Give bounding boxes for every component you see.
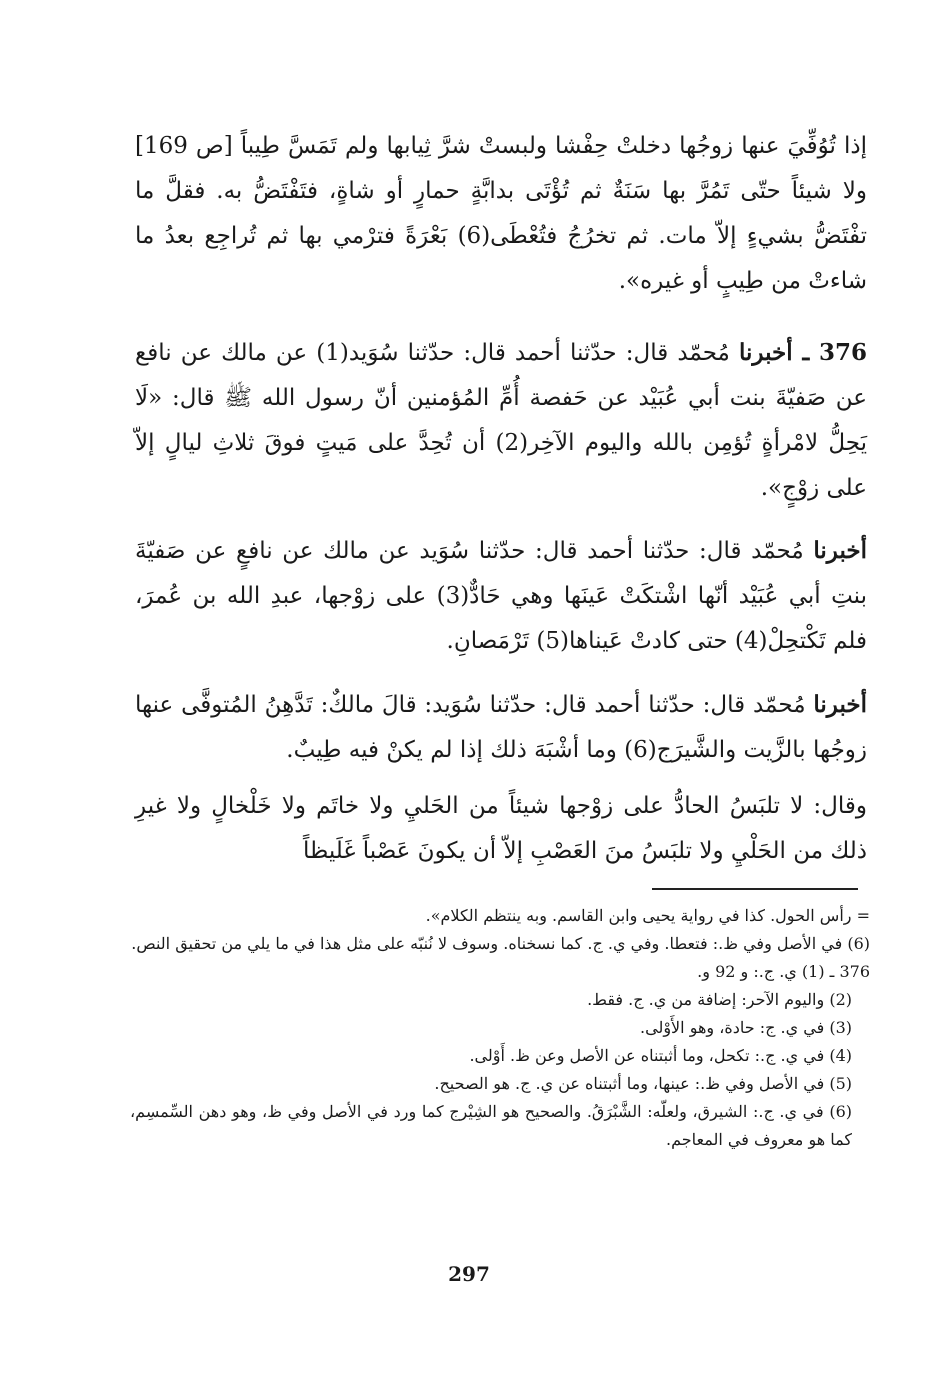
footnote-item: 376 ـ (1) ي. ج.: و 92 و. (697, 962, 870, 981)
footnote-item: (2) واليوم الآحر: إضافة من ي. ج. فقط. (587, 990, 852, 1009)
hadith-heading: أخبرنا (813, 691, 867, 718)
hadith-entry-2 (135, 528, 867, 664)
main-text-block-1 (135, 124, 867, 304)
footnote-item: (3) في ي. ج: حادة، وهو الأَوْلى. (640, 1018, 852, 1037)
hadith-text: مُحمّد قال: حدّثنا أحمد قال: حدّثنا سُوَيد عن مالك عن نافعٍ عن صَفيّةَ بنتِ أبي عُبَيْد أنّها اشْتكَتْ عَينَها وهي حَادٌّ(3) على زوْجها، عبدِ الله بن عُمرَ، فلم تَكْتحِلْ(4) حتى كادتْ عَيناها(5) تَرْمَصانِ. (135, 538, 868, 654)
paragraph-continuation: إذا تُوُفِّيَ عنها زوجُها دخلتْ حِفْشا ولبستْ شرَّ ثِيابها ولم تَمَسَّ طِيباً [ص 169] ولا شيئاً حتّى تَمُرَّ بها سَنَةٌ ثم تُؤْتَى بدابَّةٍ حمارٍ أو شاةٍ، فتَفْتَضُّ به. فقلَّ ما تفْتَضُّ بشيءٍ إلاّ مات. ثم تخرُجُ فتُعْطَى(6) بَعْرَةً فترْمي بها ثم تُراجِع بعدُ ما شاءتْ من طِيبٍ أو غيره». (135, 133, 867, 294)
footnote-item: (4) في ي. ج.: تكحل، وما أثبتناه عن الأصل وعن ظ. أَوْلى. (469, 1046, 852, 1065)
footnotes (130, 902, 870, 1154)
hadith-paragraph (135, 330, 867, 511)
footnote-item: (6) في الأصل وفي ظ.: فتعطا. وفي ي. ج. كما نسخناه. وسوف لا نُنبّه على مثل هذا في ما يلي من تحقيق النص. (131, 934, 870, 953)
main-text-block-2 (135, 784, 867, 874)
page-number: 297 (448, 1262, 490, 1286)
footnote-item: (5) في الأصل وفي ظ.: عينها، وما أثبتناه عن ي. ج. هو الصحيح. (434, 1074, 852, 1093)
hadith-text: مُحمّد قال: حدّثنا أحمد قال: حدّثنا سُوَيد: قالَ مالكٌ: تَدَّهِنُ المُتوفَّى عنها زوجُها بالزَّيت والشَّيرَج(6) وما أشْبَهَ ذلك إذا لم يكنْ فيه طِيبٌ. (135, 692, 867, 763)
hadith-entry-3 (135, 682, 867, 773)
hadith-text: مُحمّد قال: حدّثنا أحمد قال: حدّثنا سُوَيد(1) عن مالك عن نافع عن صَفيّةَ بنت أبي عُبَيْد عن حَفصة أُمِّ المُؤمنين أنّ رسول الله ﷺ قال: «لَا يَحِلُّ لامْرأةٍ تُؤمِن بالله واليوم الآخِر(2) أن تُحِدَّ على مَيتٍ فوقَ ثلاثِ ليالٍ إلاّ على زوْجٍ». (135, 340, 867, 501)
hadith-heading: 376 ـ أخبرنا (738, 339, 867, 366)
footnote-item: = رأس الحول. كذا في رواية يحيى وابن القاسم. وبه ينتظم الكلام». (425, 906, 870, 925)
paragraph-wa-qal: وقال: لا تلبَسُ الحادُّ على زوْجها شيئاً من الحَليِ ولا خاتَم ولا خَلْخالٍ ولا غيرِ ذلك من الحَلْيِ ولا تلبَسُ منَ العَصْبِ إلاّ أن يكونَ عَصْباً غَلَيظاً (135, 793, 867, 864)
hadith-paragraph (135, 682, 867, 773)
footnote-item: (6) في ي. ج.: الشيرق، ولعلّه: الشَّبْرَقُ. والصحيح هو الشِيْرج كما ورد في الأصل وفي ظ، وهو دهن السِّمسِم، كما هو معروف في المعاجم. (130, 1102, 852, 1149)
hadith-paragraph (135, 528, 867, 664)
hadith-entry-376 (135, 330, 867, 511)
hadith-heading: أخبرنا (813, 537, 867, 564)
footnote-separator (652, 888, 858, 890)
